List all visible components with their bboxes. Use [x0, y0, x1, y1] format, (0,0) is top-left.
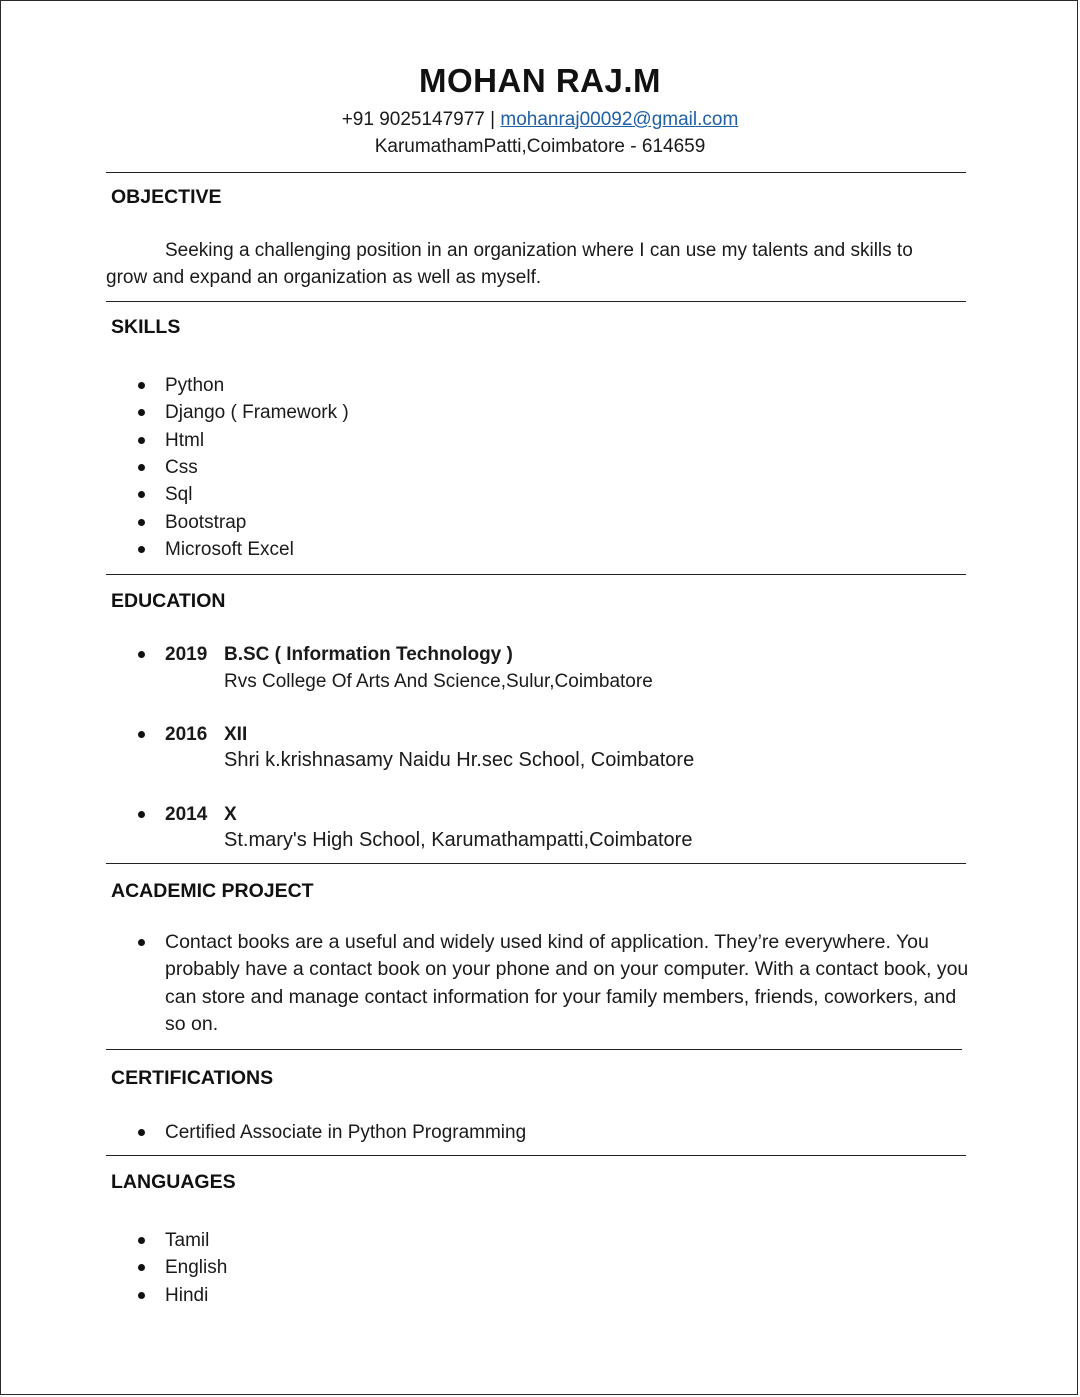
education-year: 2014: [165, 804, 208, 825]
bullet-icon: [138, 409, 145, 416]
education-year: 2019: [165, 644, 208, 665]
contact-separator: |: [490, 109, 496, 130]
objective-paragraph: Seeking a challenging position in an organization where I can use my talents and skills to grow and expand an organization as well as myself.: [106, 240, 913, 288]
divider-rule: [106, 1155, 966, 1156]
skill-item: Bootstrap: [138, 509, 246, 536]
project-heading: ACADEMIC PROJECT: [111, 880, 314, 902]
candidate-name: MOHAN RAJ.M: [419, 62, 661, 99]
certification-item: Certified Associate in Python Programming: [138, 1119, 526, 1146]
bullet-icon: [138, 731, 145, 738]
bullet-icon: [138, 651, 145, 658]
education-degree: B.SC ( Information Technology ): [224, 644, 513, 665]
language-item: Hindi: [138, 1282, 208, 1309]
skill-item: Css: [138, 454, 198, 481]
bullet-icon: [138, 519, 145, 526]
divider-rule: [106, 1049, 962, 1050]
bullet-icon: [138, 811, 145, 818]
language-item: English: [138, 1254, 227, 1281]
education-institution: St.mary's High School, Karumathampatti,Coimbatore: [224, 829, 693, 851]
bullet-icon: [138, 1129, 145, 1136]
bullet-icon: [138, 1264, 145, 1271]
divider-rule: [106, 301, 966, 302]
education-entry: [138, 641, 513, 668]
divider-rule: [106, 172, 966, 173]
email-link[interactable]: mohanraj00092@gmail.com: [500, 109, 739, 130]
skill-item: Python: [138, 372, 224, 399]
divider-rule: [106, 574, 966, 575]
project-item: [138, 929, 970, 1038]
objective-text: [106, 237, 956, 291]
address: KarumathamPatti,Coimbatore - 614659: [374, 136, 706, 157]
education-entry: [138, 721, 247, 748]
divider-rule: [106, 863, 966, 864]
education-institution: Rvs College Of Arts And Science,Sulur,Coimbatore: [224, 671, 653, 692]
education-entry: [138, 801, 237, 828]
language-item: Tamil: [138, 1227, 209, 1254]
education-degree: X: [224, 804, 237, 825]
bullet-icon: [138, 1292, 145, 1299]
bullet-icon: [138, 1237, 145, 1244]
project-description: Contact books are a useful and widely used kind of application. They’re everywhere. You probably have a contact book on your phone and on your computer. With a contact book, you can store and manage contact information for your family members, friends, coworkers, and so on.: [165, 931, 969, 1035]
bullet-icon: [138, 464, 145, 471]
skills-heading: SKILLS: [111, 316, 181, 338]
languages-heading: LANGUAGES: [111, 1171, 236, 1193]
skill-item: Django ( Framework ): [138, 399, 349, 426]
bullet-icon: [138, 382, 145, 389]
phone-number: +91 9025147977: [341, 109, 485, 130]
bullet-icon: [138, 546, 145, 553]
skill-item: Microsoft Excel: [138, 536, 294, 563]
education-year: 2016: [165, 724, 208, 745]
certifications-heading: CERTIFICATIONS: [111, 1067, 274, 1089]
skill-item: Html: [138, 427, 204, 454]
contact-line: [0, 109, 1080, 131]
bullet-icon: [138, 437, 145, 444]
bullet-icon: [138, 491, 145, 498]
education-degree: XII: [224, 724, 248, 745]
skill-item: Sql: [138, 481, 192, 508]
bullet-icon: [138, 939, 145, 946]
education-heading: EDUCATION: [111, 590, 226, 612]
education-institution: Shri k.krishnasamy Naidu Hr.sec School, Coimbatore: [224, 749, 695, 771]
objective-heading: OBJECTIVE: [111, 186, 222, 208]
